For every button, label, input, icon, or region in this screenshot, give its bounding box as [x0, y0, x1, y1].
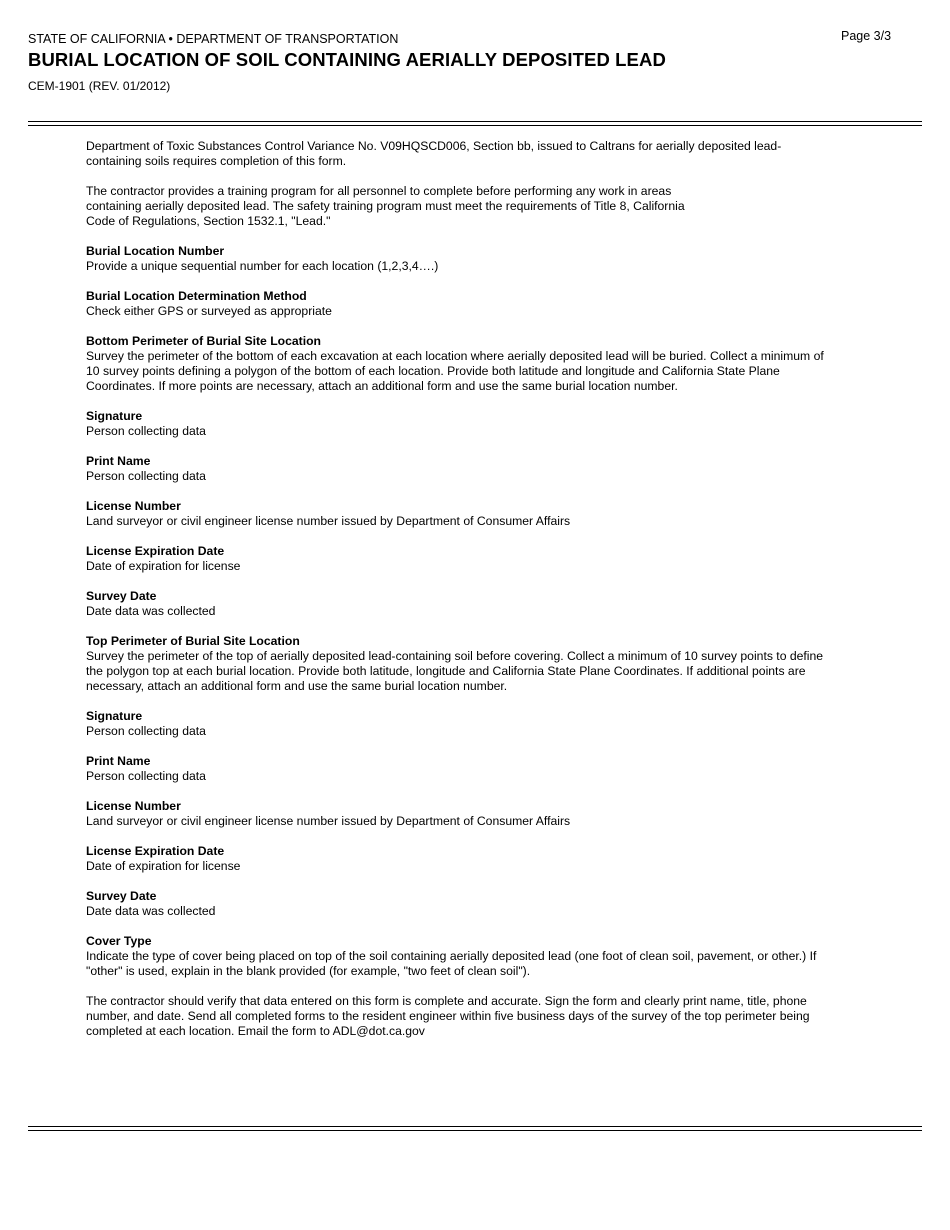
- section-body: Check either GPS or surveyed as appropriate: [86, 304, 332, 318]
- section-heading: License Number: [86, 499, 181, 513]
- top-rule-1: [28, 121, 922, 122]
- section-body: Person collecting data: [86, 769, 206, 783]
- section-heading: License Expiration Date: [86, 544, 225, 558]
- section-heading: License Number: [86, 799, 181, 813]
- section-body: Person collecting data: [86, 424, 206, 438]
- section-heading: Top Perimeter of Burial Site Location: [86, 634, 300, 648]
- section-heading: Survey Date: [86, 589, 157, 603]
- section-heading: Cover Type: [86, 934, 152, 948]
- instruction-section: [86, 499, 846, 529]
- bottom-rule-1: [28, 1126, 922, 1127]
- section-body: Date of expiration for license: [86, 859, 241, 873]
- closing-paragraph: The contractor should verify that data entered on this form is complete and accurate. Sign the form and clearly print name, title, phone number, and date. Send all completed forms to the resident engineer within five business days of the survey of the top perimeter being completed at each location. Email the form to ADL@dot.ca.gov: [86, 994, 810, 1038]
- section-body: Date of expiration for license: [86, 559, 241, 573]
- section-heading: Print Name: [86, 754, 151, 768]
- instruction-section: [86, 844, 846, 874]
- section-heading: Burial Location Number: [86, 244, 225, 258]
- instruction-section: [86, 634, 846, 694]
- section-body: Person collecting data: [86, 724, 206, 738]
- agency-line: STATE OF CALIFORNIA • DEPARTMENT OF TRANSPORTATION: [28, 32, 399, 46]
- bottom-rule-2: [28, 1130, 922, 1131]
- top-rule-2: [28, 125, 922, 126]
- section-body: Date data was collected: [86, 904, 216, 918]
- section-body: Date data was collected: [86, 604, 216, 618]
- section-body: Land surveyor or civil engineer license number issued by Department of Consumer Affairs: [86, 814, 571, 828]
- instruction-section: [86, 889, 846, 919]
- instruction-section: [86, 799, 846, 829]
- instruction-section: [86, 709, 846, 739]
- section-body: Provide a unique sequential number for each location (1,2,3,4….): [86, 259, 439, 273]
- instruction-section: [86, 334, 846, 394]
- instruction-section: [86, 934, 846, 979]
- section-heading: License Expiration Date: [86, 844, 225, 858]
- instruction-section: [86, 244, 846, 274]
- section-body: Person collecting data: [86, 469, 206, 483]
- form-number: CEM-1901 (REV. 01/2012): [28, 79, 171, 93]
- section-body: Land surveyor or civil engineer license number issued by Department of Consumer Affairs: [86, 514, 571, 528]
- section-heading: Print Name: [86, 454, 151, 468]
- form-title: BURIAL LOCATION OF SOIL CONTAINING AERIALLY DEPOSITED LEAD: [28, 49, 666, 70]
- section-body: Survey the perimeter of the top of aerially deposited lead-containing soil before covering. Collect a minimum of 10 survey points to define the polygon top at each burial location. Provide both latitude, longitude and California State Plane Coordinates. If additional points are necessary, attach an additional form and use the same burial location number.: [86, 649, 824, 693]
- section-heading: Signature: [86, 409, 143, 423]
- intro-paragraph: Department of Toxic Substances Control Variance No. V09HQSCD006, Section bb, issued to Caltrans for aerially deposited lead- containing soils requires completion of this form.: [86, 139, 782, 168]
- page-number: Page 3/3: [841, 29, 892, 43]
- instructions-content: [86, 139, 846, 1054]
- section-body: Survey the perimeter of the bottom of each excavation at each location where aerially deposited lead will be buried. Collect a minimum of 10 survey points defining a polygon of the bottom of each location. Provide both latitude and longitude and California State Plane Coordinates. If more points are necessary, attach an additional form and use the same burial location number.: [86, 349, 824, 393]
- section-heading: Bottom Perimeter of Burial Site Location: [86, 334, 321, 348]
- section-heading: Survey Date: [86, 889, 157, 903]
- instruction-section: [86, 289, 846, 319]
- instruction-section: [86, 544, 846, 574]
- section-heading: Burial Location Determination Method: [86, 289, 307, 303]
- instruction-section: [86, 589, 846, 619]
- instruction-section: [86, 754, 846, 784]
- section-body: Indicate the type of cover being placed on top of the soil containing aerially deposited lead (one foot of clean soil, pavement, or other.) If "other" is used, explain in the blank provided (for example, "two feet of clean soil").: [86, 949, 817, 978]
- intro-paragraph: The contractor provides a training program for all personnel to complete before performing any work in areas containing aerially deposited lead. The safety training program must meet the requirements of Title 8, California Code of Regulations, Section 1532.1, "Lead.": [86, 184, 685, 228]
- instruction-section: [86, 454, 846, 484]
- instruction-section: [86, 409, 846, 439]
- section-heading: Signature: [86, 709, 143, 723]
